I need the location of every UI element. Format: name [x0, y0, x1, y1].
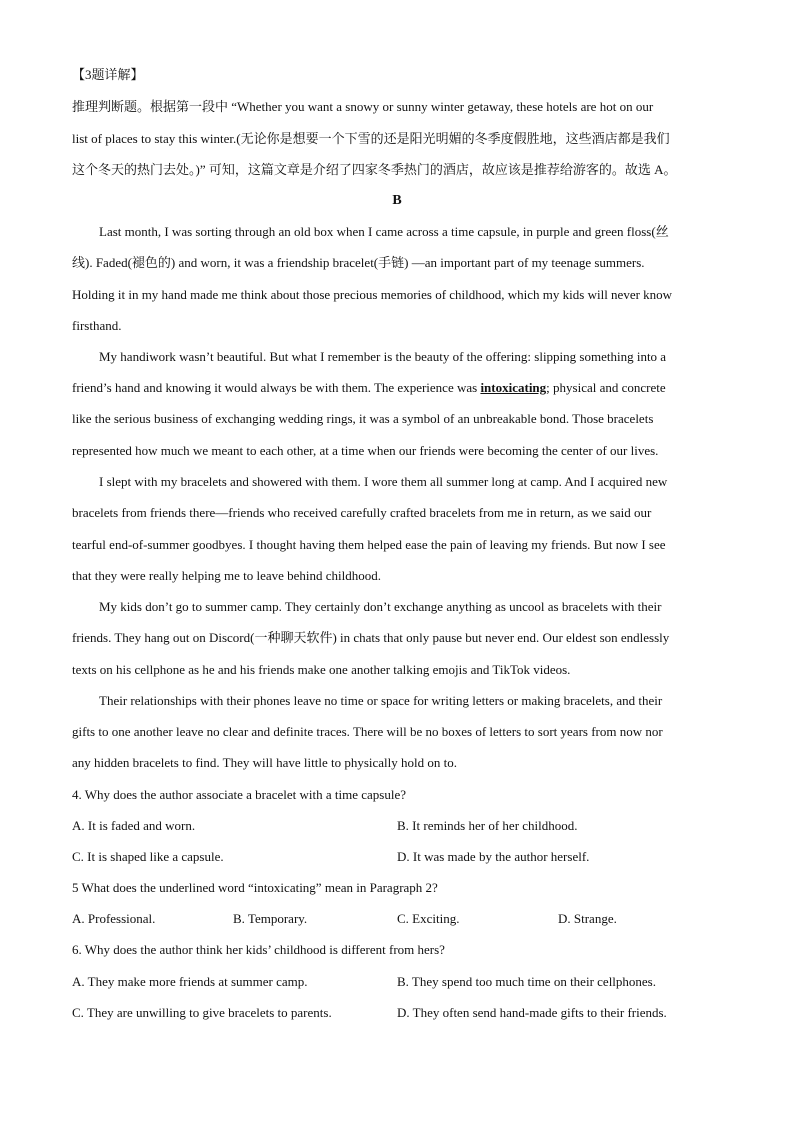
explanation-line: 推理判断题。根据第一段中 “Whether you want a snowy or sunny winter getaway, these hotels are hot on our: [72, 99, 654, 114]
question-stem: 5 What does the underlined word “intoxicating” mean in Paragraph 2?: [72, 880, 438, 895]
section-tag: 【3题详解】: [72, 67, 144, 82]
paragraph-line: Holding it in my hand made me think about those precious memories of childhood, which my kids will never know: [72, 287, 673, 302]
paragraph-line: My kids don’t go to summer camp. They certainly don’t exchange anything as uncool as bracelets with their: [99, 599, 662, 614]
paragraph-line: Their relationships with their phones leave no time or space for writing letters or making bracelets, and their: [99, 693, 663, 708]
text-span: ; physical and concrete: [546, 380, 666, 395]
text-span: friend’s hand and knowing it would always be with them. The experience was: [72, 380, 481, 395]
question-option: C. It is shaped like a capsule.: [72, 849, 224, 864]
question-option: D. Strange.: [558, 911, 617, 926]
paragraph-line: friends. They hang out on Discord(一种聊天软件) in chats that only pause but never end. Our eldest son endlessly: [72, 630, 670, 645]
paragraph-line: [72, 379, 722, 397]
explanation-line: list of places to stay this winter.(无论你是想要一个下雪的还是阳光明媚的冬季度假胜地，这些酒店都是我们: [72, 131, 670, 146]
paragraph-line: Last month, I was sorting through an old box when I came across a time capsule, in purple and green floss(丝: [99, 224, 669, 239]
question-stem: 4. Why does the author associate a bracelet with a time capsule?: [72, 787, 407, 802]
question-option: A. Professional.: [72, 911, 156, 926]
question-option: C. They are unwilling to give bracelets to parents.: [72, 1005, 332, 1020]
paragraph-line: gifts to one another leave no clear and definite traces. There will be no boxes of letters to sort years from now nor: [72, 724, 663, 739]
paragraph-line: any hidden bracelets to find. They will have little to physically hold on to.: [72, 755, 457, 770]
question-stem: 6. Why does the author think her kids’ childhood is different from hers?: [72, 942, 445, 957]
question-option: A. It is faded and worn.: [72, 818, 196, 833]
paragraph-line: bracelets from friends there—friends who received carefully crafted bracelets from me in return, as we said our: [72, 505, 652, 520]
question-option: A. They make more friends at summer camp.: [72, 974, 308, 989]
paragraph-line: tearful end-of-summer goodbyes. I thought having them helped ease the pain of leaving my friends. But now I see: [72, 537, 666, 552]
paragraph-line: 线). Faded(褪色的) and worn, it was a friendship bracelet(手链) —an important part of my teenage summers.: [72, 255, 645, 270]
question-option: B. Temporary.: [233, 911, 308, 926]
paragraph-line: that they were really helping me to leave behind childhood.: [72, 568, 382, 583]
paragraph-line: My handiwork wasn’t beautiful. But what I remember is the beauty of the offering: slipping something into a: [99, 349, 667, 364]
question-option: C. Exciting.: [397, 911, 460, 926]
underlined-word: intoxicating: [480, 380, 547, 395]
paragraph-line: like the serious business of exchanging wedding rings, it was a symbol of an unbreakable bond. Those bracelets: [72, 411, 654, 426]
paragraph-line: texts on his cellphone as he and his friends make one another talking emojis and TikTok videos.: [72, 662, 571, 677]
explanation-line: 这个冬天的热门去处。)” 可知，这篇文章是介绍了四家冬季热门的酒店，故应该是推荐给游客的。故选 A。: [72, 162, 677, 177]
paragraph-line: represented how much we meant to each other, at a time when our friends were becoming the center of our lives.: [72, 443, 659, 458]
question-option: B. They spend too much time on their cellphones.: [397, 974, 656, 989]
question-option: D. It was made by the author herself.: [397, 849, 590, 864]
question-option: B. It reminds her of her childhood.: [397, 818, 578, 833]
paragraph-line: firsthand.: [72, 318, 122, 333]
question-option: D. They often send hand-made gifts to their friends.: [397, 1005, 667, 1020]
paragraph-line: I slept with my bracelets and showered with them. I wore them all summer long at camp. And I acquired new: [99, 474, 668, 489]
passage-heading: B: [392, 193, 402, 208]
